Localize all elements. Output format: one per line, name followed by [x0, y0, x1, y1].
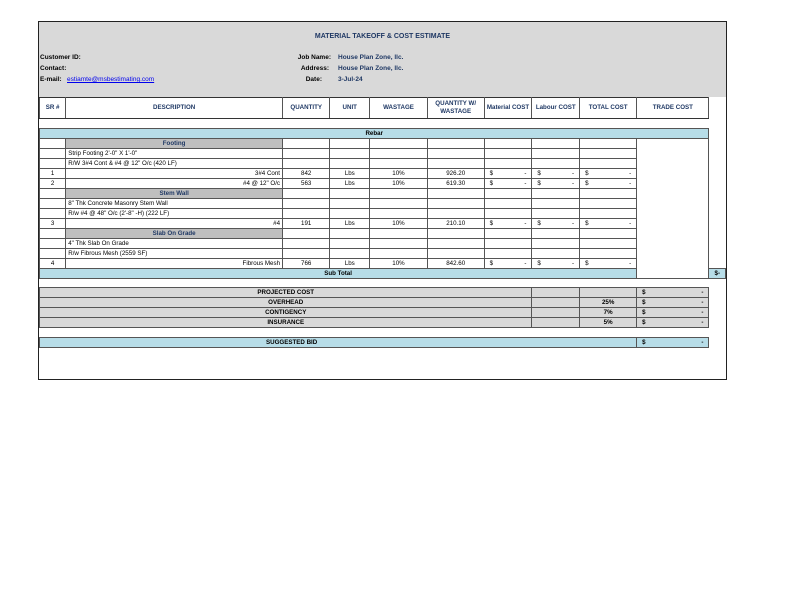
col-sr: SR # [40, 98, 66, 119]
desc-row [40, 248, 726, 258]
col-qty-with-wastage: QUANTITY W/ WASTAGE [427, 98, 484, 119]
email-label: E-mail: [40, 76, 62, 83]
desc-row [40, 198, 726, 208]
slab-desc-2: R/w Fibrous Mesh (2559 SF) [66, 248, 283, 258]
desc-row [40, 208, 726, 218]
group-title-stem-wall: Stem Wall [66, 188, 283, 198]
col-quantity: QUANTITY [283, 98, 330, 119]
address-value: House Plan Zone, llc. [338, 65, 404, 72]
takeoff-table [39, 97, 726, 348]
spacer-row [40, 328, 726, 338]
subtotal-value: - [717, 269, 720, 277]
email-link[interactable]: estiamte@msbestimating.com [67, 76, 155, 83]
col-unit: UNIT [330, 98, 370, 119]
section-title: Rebar [40, 128, 709, 138]
column-header-row [40, 98, 726, 119]
slab-desc-1: 4" Thk Slab On Grade [66, 238, 283, 248]
col-wastage: WASTAGE [370, 98, 428, 119]
date-label: Date: [305, 76, 322, 83]
subtotal-row: Sub Total $ - [40, 268, 726, 278]
header-panel [39, 22, 726, 97]
estimate-sheet [38, 21, 727, 380]
trade-cost-cell [637, 138, 709, 278]
table-row: 2 #4 @ 12" O/c 563 Lbs 10% 619.30 $ - $ - $ - [40, 178, 726, 188]
contact-label: Contact: [40, 65, 67, 72]
group-title-footing: Footing [66, 138, 283, 148]
date-value: 3-Jul-24 [338, 76, 363, 83]
subtotal-label: Sub Total [40, 268, 637, 278]
col-total-cost: TOTAL COST [580, 98, 637, 119]
section-row-rebar [40, 128, 726, 138]
table-row: 3 #4 191 Lbs 10% 210.10 $ - $ - $ - [40, 218, 726, 228]
suggested-bid-row: SUGGESTED BID $ - [40, 337, 726, 347]
col-trade-cost: TRADE COST [637, 98, 709, 119]
footing-desc-2: R/W 3#4 Cont & #4 @ 12" O/c (420 LF) [66, 158, 283, 168]
desc-row [40, 238, 726, 248]
job-name-label: Job Name: [297, 54, 331, 61]
col-description: DESCRIPTION [66, 98, 283, 119]
group-row-slab [40, 228, 726, 238]
table-row: 1 3#4 Cont 842 Lbs 10% 926.20 $ - $ - $ - [40, 168, 726, 178]
job-name-value: House Plan Zone, llc. [338, 54, 404, 61]
spacer-row [40, 119, 726, 129]
group-row-stem-wall [40, 188, 726, 198]
group-title-slab: Slab On Grade [66, 228, 283, 238]
summary-row-projected: PROJECTED COST $ - [40, 288, 726, 298]
spacer-row [40, 278, 726, 288]
desc-row [40, 148, 726, 158]
col-material-cost: Material COST [484, 98, 532, 119]
desc-row [40, 158, 726, 168]
suggested-bid-label: SUGGESTED BID [40, 337, 637, 347]
footing-desc-1: Strip Footing 2'-0" X 1'-0" [66, 148, 283, 158]
suggested-bid-value: - [701, 338, 704, 346]
stem-desc-2: R/w #4 @ 48" O/c (2'-8" -H) (222 LF) [66, 208, 283, 218]
customer-id-label: Customer ID: [40, 54, 81, 61]
summary-row-contingency: CONTIGENCY 7% $ - [40, 308, 726, 318]
table-row: 4 Fibrous Mesh 766 Lbs 10% 842.60 $ - $ - $ - [40, 258, 726, 268]
col-labour-cost: Labour COST [532, 98, 580, 119]
group-row-footing [40, 138, 726, 148]
sheet-title: MATERIAL TAKEOFF & COST ESTIMATE [314, 33, 451, 40]
stem-desc-1: 8" Thk Concrete Masonry Stem Wall [66, 198, 283, 208]
address-label: Address: [300, 65, 329, 72]
summary-row-insurance: INSURANCE 5% $ - [40, 318, 726, 328]
summary-row-overhead: OVERHEAD 25% $ - [40, 298, 726, 308]
